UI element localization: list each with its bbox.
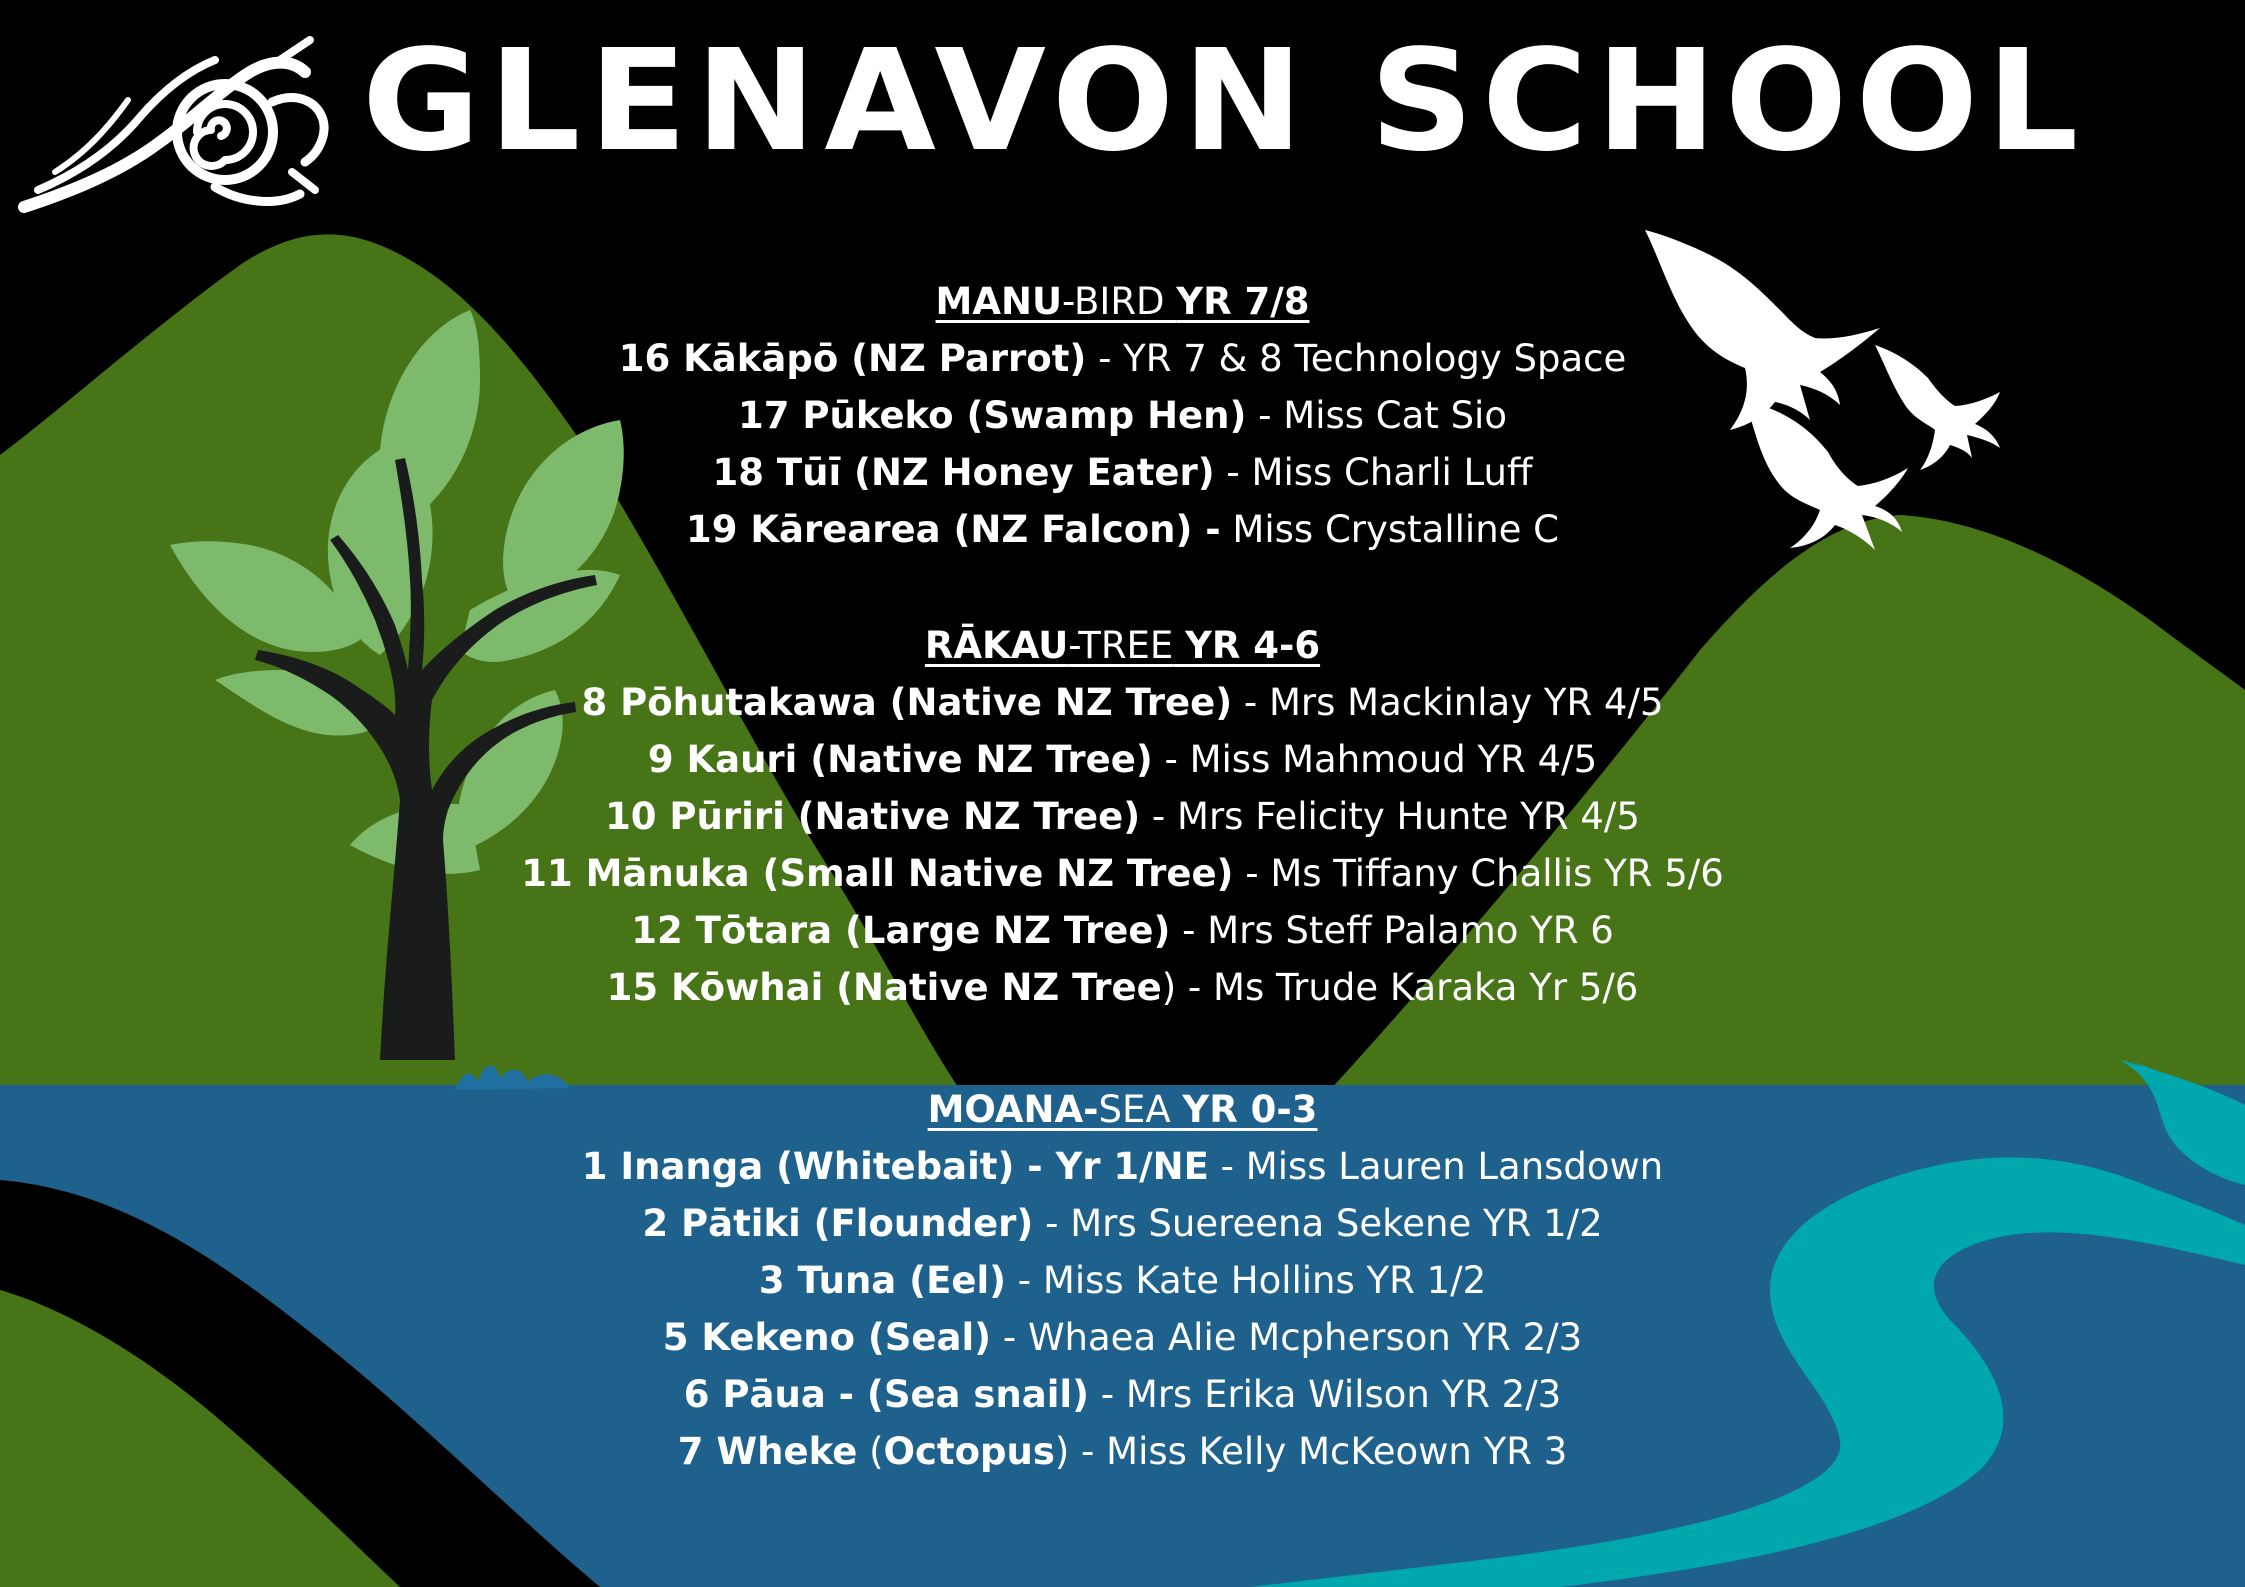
heading-word: SEA (1098, 1088, 1171, 1131)
list-item: 12 Tōtara (Large NZ Tree) - Mrs Steff Palamo YR 6 (631, 909, 1614, 952)
heading-prefix: MOANA- (927, 1088, 1099, 1131)
heading-years: YR 7/8 (1176, 280, 1310, 323)
section-moana (0, 1081, 2245, 1480)
koru-logo-icon (10, 22, 340, 222)
list-item: 3 Tuna (Eel) - Miss Kate Hollins YR 1/2 (758, 1259, 1487, 1302)
section-rakau (0, 617, 2245, 1016)
heading-years: YR 4-6 (1185, 624, 1321, 667)
list-item: 17 Pūkeko (Swamp Hen) - Miss Cat Sio (738, 394, 1507, 437)
list-item: 2 Pātiki (Flounder) - Mrs Suereena Sekene YR 1/2 (642, 1202, 1603, 1245)
section-heading-manu (0, 273, 2245, 330)
heading-prefix: RĀKAU (924, 624, 1069, 667)
list-item: 6 Pāua - (Sea snail) - Mrs Erika Wilson YR 2/3 (683, 1373, 1562, 1416)
section-heading-moana (0, 1081, 2245, 1138)
heading-word: -TREE (1068, 624, 1174, 667)
heading-years: YR 0-3 (1182, 1088, 1318, 1131)
list-item: 9 Kauri (Native NZ Tree) - Miss Mahmoud YR 4/5 (647, 738, 1598, 781)
list-item: 15 Kōwhai (Native NZ Tree) - Ms Trude Karaka Yr 5/6 (606, 966, 1639, 1009)
list-item: 1 Inanga (Whitebait) - Yr 1/NE - Miss Lauren Lansdown (581, 1145, 1664, 1188)
list-item: 7 Wheke (Octopus) - Miss Kelly McKeown YR 3 (677, 1430, 1568, 1473)
section-heading-rakau (0, 617, 2245, 674)
list-item: 5 Kekeno (Seal) - Whaea Alie Mcpherson YR 2/3 (662, 1316, 1583, 1359)
heading-word: -BIRD (1062, 280, 1165, 323)
heading-prefix: MANU (935, 280, 1062, 323)
list-item: 10 Pūriri (Native NZ Tree) - Mrs Felicity Hunte YR 4/5 (605, 795, 1640, 838)
list-item: 8 Pōhutakawa (Native NZ Tree) - Mrs Mackinlay YR 4/5 (581, 681, 1664, 724)
list-item: 18 Tūī (NZ Honey Eater) - Miss Charli Luff (712, 451, 1533, 494)
list-item: 19 Kārearea (NZ Falcon) - Miss Crystalline C (685, 508, 1560, 551)
list-item: 11 Mānuka (Small Native NZ Tree) - Ms Tiffany Challis YR 5/6 (521, 852, 1724, 895)
page-title: GLENAVON SCHOOL (362, 20, 2087, 183)
section-manu (0, 273, 2245, 558)
list-item: 16 Kākāpō (NZ Parrot) - YR 7 & 8 Technology Space (618, 337, 1627, 380)
